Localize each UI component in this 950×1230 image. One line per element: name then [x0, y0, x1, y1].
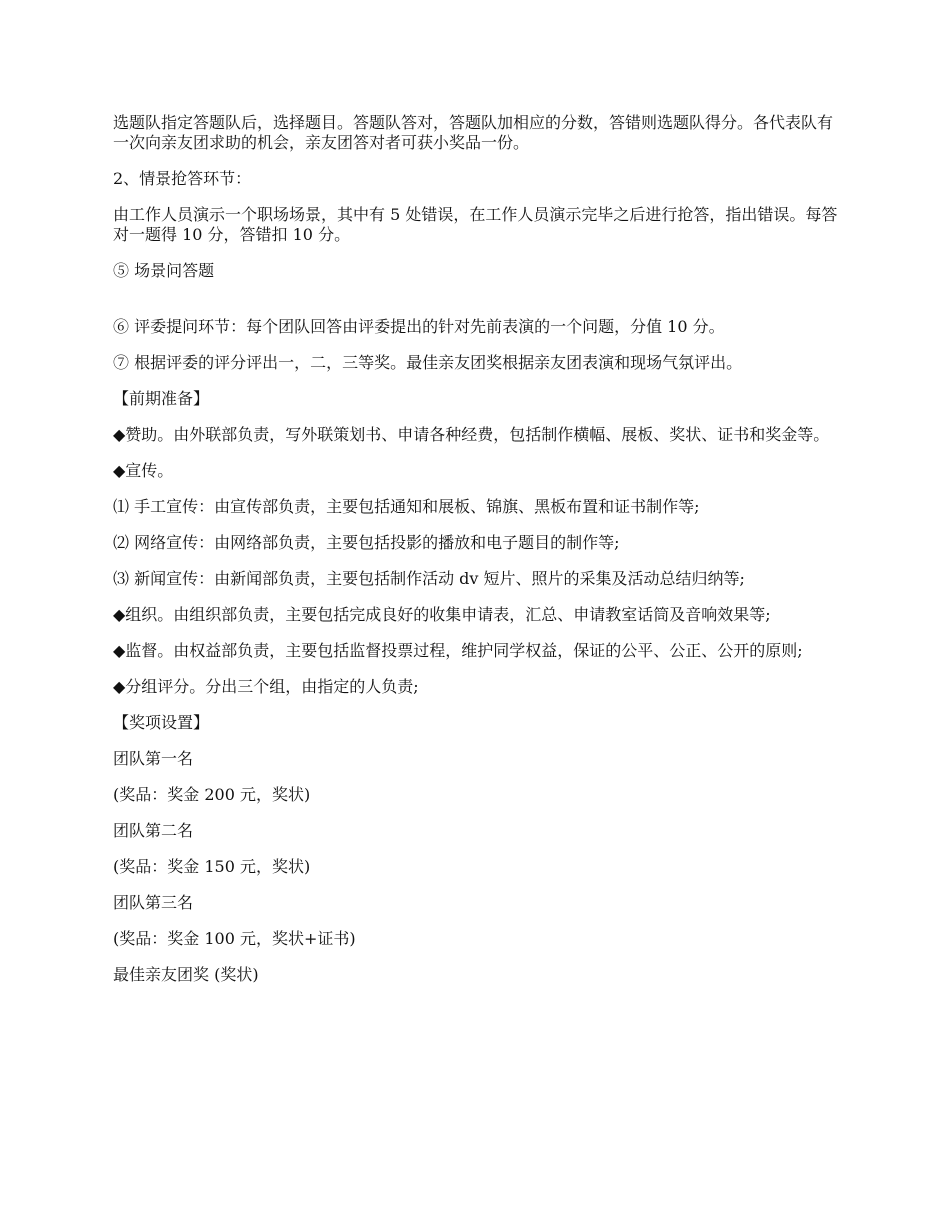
item-award-ranking: ⑦ 根据评委的评分评出一，二，三等奖。最佳亲友团奖根据亲友团表演和现场气氛评出。 — [113, 353, 743, 372]
section-heading-scenario-quiz: 2、情景抢答环节： — [113, 169, 252, 188]
item-scenario-qa: ⑤ 场景问答题 — [113, 261, 215, 280]
award-second-prize: (奖品：奖金 150 元，奖状) — [113, 857, 311, 876]
award-second-place: 团队第二名 — [113, 821, 194, 840]
paragraph-sponsorship: ◆赞助。由外联部负责，写外联策划书、申请各种经费，包括制作横幅、展板、奖状、证书和奖金等。 — [113, 425, 830, 444]
award-first-place: 团队第一名 — [113, 749, 194, 768]
item-judge-questions: ⑥ 评委提问环节：每个团队回答由评委提出的针对先前表演的一个问题，分值 10 分。 — [113, 317, 725, 336]
section-heading-awards: 【奖项设置】 — [113, 713, 210, 732]
document-page — [113, 113, 841, 1001]
paragraph-scenario-description: 由工作人员演示一个职场场景，其中有 5 处错误，在工作人员演示完毕之后进行抢答，指出错误。每答对一题得 10 分，答错扣 10 分。 — [113, 205, 838, 244]
paragraph-group-scoring: ◆分组评分。分出三个组，由指定的人负责; — [113, 677, 419, 696]
item-manual-publicity: ⑴ 手工宣传：由宣传部负责，主要包括通知和展板、锦旗、黑板布置和证书制作等; — [113, 497, 700, 516]
paragraph-publicity: ◆宣传。 — [113, 461, 174, 480]
item-news-publicity: ⑶ 新闻宣传：由新闻部负责，主要包括制作活动 dv 短片、照片的采集及活动总结归纳等; — [113, 569, 745, 588]
section-heading-preparation: 【前期准备】 — [113, 389, 210, 408]
paragraph-supervision: ◆监督。由权益部负责，主要包括监督投票过程，维护同学权益，保证的公平、公正、公开的原则; — [113, 641, 803, 660]
paragraph-rules-scoring: 选题队指定答题队后，选择题目。答题队答对，答题队加相应的分数，答错则选题队得分。各代表队有一次向亲友团求助的机会，亲友团答对者可获小奖品一份。 — [113, 113, 834, 152]
item-online-publicity: ⑵ 网络宣传：由网络部负责，主要包括投影的播放和电子题目的制作等; — [113, 533, 620, 552]
paragraph-organization: ◆组织。由组织部负责，主要包括完成良好的收集申请表，汇总、申请教室话筒及音响效果等; — [113, 605, 771, 624]
award-third-prize: (奖品：奖金 100 元，奖状+证书) — [113, 929, 356, 948]
award-first-prize: (奖品：奖金 200 元，奖状) — [113, 785, 311, 804]
award-third-place: 团队第三名 — [113, 893, 194, 912]
award-best-supporters: 最佳亲友团奖 (奖状) — [113, 965, 259, 984]
